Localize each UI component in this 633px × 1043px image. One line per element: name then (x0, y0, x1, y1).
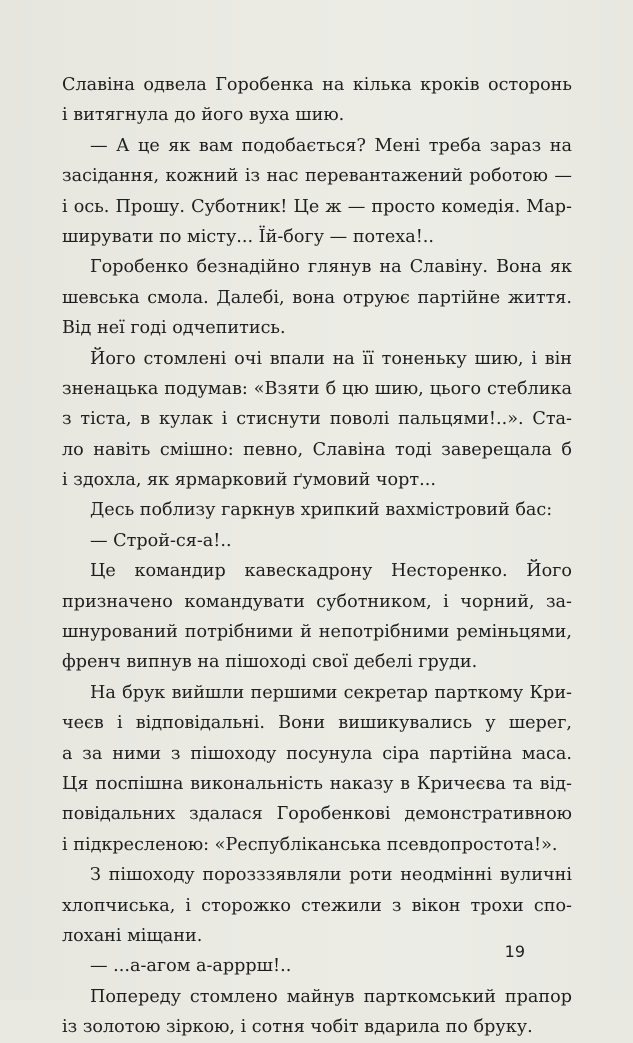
body-text (62, 70, 572, 1043)
text-line: чеєв і відповідальні. Вони вишикувались у шерег, (62, 713, 572, 734)
text-line: — ...а-агом а-арррш!.. (90, 956, 292, 977)
text-line: призначено командувати суботником, і чорний, за- (62, 591, 572, 612)
text-line: — Строй-ся-а!.. (90, 530, 232, 551)
text-line: і ось. Прошу. Суботник! Це ж — просто комедія. Мар- (62, 196, 572, 217)
text-line: — А це як вам подобається? Мені треба зараз на (90, 135, 572, 156)
text-line: На брук вийшли першими секретар парткому Кри- (90, 682, 572, 703)
text-line: із золотою зіркою, і сотня чобіт вдарила по бруку. (62, 1017, 533, 1038)
text-line: Горобенко безнадійно глянув на Славіну. Вона як (90, 257, 572, 278)
text-line: ло навіть смішно: певно, Славіна тоді заверещала б (62, 439, 572, 460)
text-line: шевська смола. Далебі, вона отруює партійне життя. (62, 287, 572, 308)
text-line: повідальних здалася Горобенкові демонстративною (62, 804, 572, 825)
text-line: ширувати по місту... Їй-богу — потеха!.. (62, 226, 434, 247)
text-line: З пішоходу порозззявляли роти неодмінні вуличні (90, 865, 572, 886)
text-line: шнурований потрібними й непотрібними реміньцями, (62, 622, 572, 643)
text-line: зненацька подумав: «Взяти б цю шию, цього стеблика (62, 378, 572, 399)
text-line: Ця поспішна викональність наказу в Кричеєва та від- (62, 773, 572, 794)
page-number: 19 (504, 942, 525, 961)
text-line: засідання, кожний із нас перевантажений роботою — (62, 166, 572, 187)
text-line: Славіна одвела Горобенка на кілька кроків осторонь (62, 75, 572, 95)
text-line: Від неї годі одчепитись. (62, 318, 286, 339)
text-line: і витягнула до його вуха шию. (62, 105, 345, 126)
text-line: Десь поблизу гаркнув хрипкий вахмістровий бас: (90, 500, 553, 521)
text-line: Попереду стомлено майнув парткомський прапор (90, 986, 572, 1007)
text-line: френч випнув на пішоході свої дебелі груди. (62, 652, 478, 673)
text-line: Це командир кавескадрону Несторенко. Його (90, 561, 572, 582)
text-line: лохані міщани. (62, 925, 203, 946)
text-line: Його стомлені очі впали на її тоненьку шию, і він (90, 348, 572, 369)
text-line: а за ними з пішоходу посунула сіра партійна маса. (62, 743, 572, 764)
text-line: і здохла, як ярмарковий ґумовий чорт... (62, 470, 436, 491)
text-line: хлопчиська, і сторожко стежили з вікон трохи спо- (62, 895, 572, 916)
text-line: з тіста, в кулак і стиснути поволі пальцями!..». Ста- (62, 409, 572, 430)
text-line: і підкресленою: «Республіканська псевдопростота!». (62, 834, 558, 855)
